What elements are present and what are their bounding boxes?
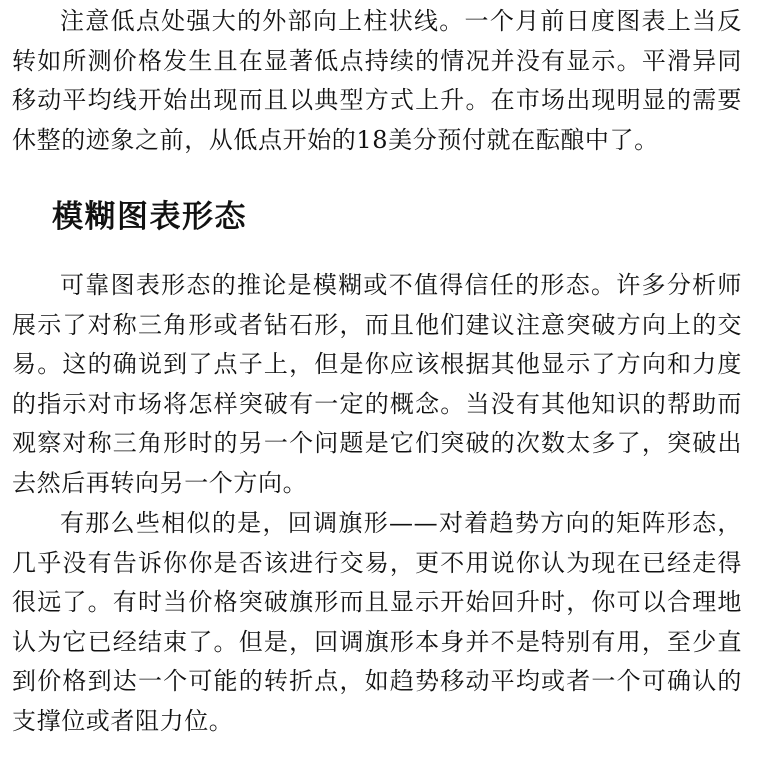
paragraph-intro: 注意低点处强大的外部向上柱状线。一个月前日度图表上当反转如所测价格发生且在显著低点持续的情况并没有显示。平滑异同移动平均线开始出现而且以典型方式上升。在市场出现明显的需要休整的迹象之前，从低点开始的18美分预付就在酝酿中了。 [12, 7, 742, 154]
paragraph-chart-patterns: 可靠图表形态的推论是模糊或不值得信任的形态。许多分析师展示了对称三角形或者钻石形，而且他们建议注意突破方向上的交易。这的确说到了点子上，但是你应该根据其他显示了方向和力度的指示对市场将怎样突破有一定的概念。当没有其他知识的帮助而观察对称三角形时的另一个问题是它们突破的次数太多了，突破出去然后再转向另一个方向。 [12, 271, 742, 497]
paragraph-pullback-flags: 有那么些相似的是，回调旗形——对着趋势方向的矩阵形态，几乎没有告诉你你是否该进行交易，更不用说你认为现在已经走得很远了。有时当价格突破旗形而且显示开始回升时，你可以合理地认为它已经结束了。但是，回调旗形本身并不是特别有用，至少直到价格到达一个可能的转折点，如趋势移动平均或者一个可确认的支撑位或者阻力位。 [12, 509, 742, 735]
section-heading: 模糊图表形态 [52, 199, 247, 235]
